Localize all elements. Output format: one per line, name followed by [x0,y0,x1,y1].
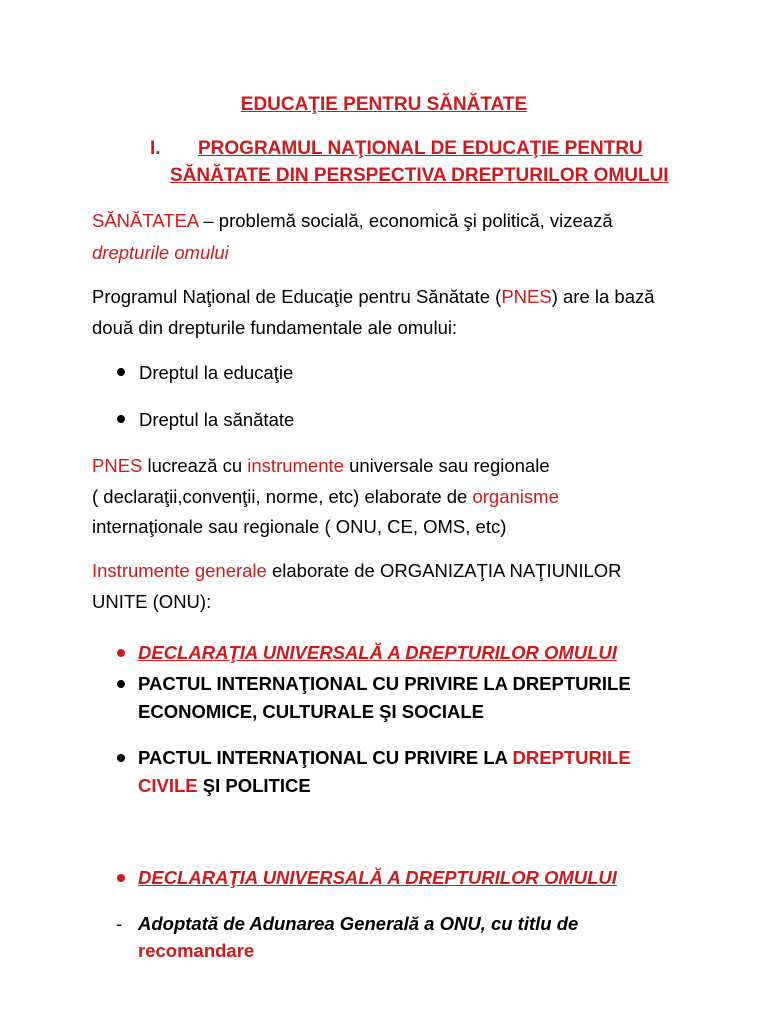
paragraph-text: elaborate de ORGANIZAŢIA NAŢIUNILOR [266,560,622,581]
term-organisms: organisme [472,486,559,507]
paragraph-pnes-text-end: ) are la bază [551,286,655,307]
declaration-adopted-line1: Adoptată de Adunarea Generală a ONU, cu titlu de [138,913,579,934]
term-general-instruments: Instrumente generale [92,560,267,581]
document-title: EDUCAŢIE PENTRU SĂNĂTATE [240,94,528,115]
bullet-icon [117,680,125,688]
section-heading-line2: SĂNĂTATE DIN PERSPECTIVA DREPTURILOR OMULUI [170,165,669,186]
declaration-heading: DECLARAŢIA UNIVERSALĂ A DREPTURILOR OMULUI [138,867,617,888]
term-rights: DREPTURILE [512,747,631,768]
bullet-icon [117,415,125,423]
list-item-right-health: Dreptul la sănătate [139,409,295,430]
paragraph-pnes-text: Programul Naţional de Educaţie pentru Sănătate ( [92,286,502,307]
paragraph-text: universale sau regionale [343,455,550,476]
instrument-pact-civil-line2 [138,775,311,797]
bullet-icon [117,874,125,882]
instrument-pact-civil-line1 [138,747,631,769]
section-heading-line1: PROGRAMUL NAŢIONAL DE EDUCAŢIE PENTRU [198,138,643,159]
instrument-declaration: DECLARAŢIA UNIVERSALĂ A DREPTURILOR OMULUI [138,642,617,663]
dash-marker: - [116,913,123,934]
bullet-icon [117,649,125,657]
paragraph-health [92,210,613,232]
paragraph-text: lucrează cu [142,455,248,476]
term-civil: CIVILE [138,775,198,796]
acronym-pnes: PNES [501,286,552,307]
paragraph-instruments-line3: internaţionale sau regionale ( ONU, CE, OMS, etc) [92,516,507,537]
section-number: I. [150,138,161,159]
acronym-pnes: PNES [92,455,143,476]
paragraph-text: ( declaraţii,convenţii, norme, etc) elaborate de [92,486,473,507]
instrument-text: PACTUL INTERNAŢIONAL CU PRIVIRE LA [138,747,513,768]
instrument-text: ŞI POLITICE [197,775,311,796]
paragraph-pnes-line1 [92,286,655,308]
paragraph-instruments-line2 [92,486,559,508]
term-instruments: instrumente [247,455,344,476]
bullet-icon [117,368,125,376]
declaration-adopted-line2: recomandare [138,940,255,961]
paragraph-health-text: – problemă socială, economică şi politică, vizează [198,210,613,231]
paragraph-instruments-line1 [92,455,550,477]
instrument-pact-economic-line1: PACTUL INTERNAŢIONAL CU PRIVIRE LA DREPTURILE [138,673,631,694]
paragraph-general-instruments-line2: UNITE (ONU): [92,591,212,612]
list-item-right-education: Dreptul la educaţie [139,362,294,383]
instrument-pact-economic-line2: ECONOMICE, CULTURALE ŞI SOCIALE [138,701,485,722]
paragraph-pnes-line2: două din drepturile fundamentale ale omului: [92,317,458,338]
term-human-rights: drepturile omului [92,242,229,263]
paragraph-general-instruments [92,560,622,582]
term-health: SĂNĂTATEA [92,210,199,231]
bullet-icon [117,754,125,762]
